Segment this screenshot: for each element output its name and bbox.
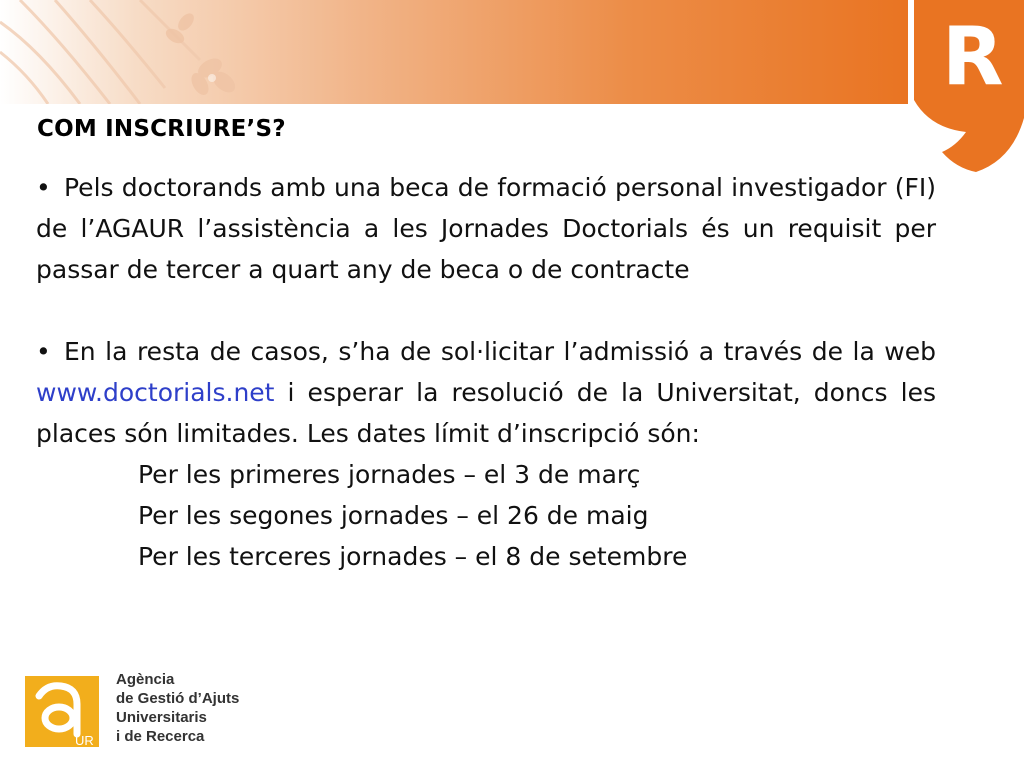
doctorials-link[interactable]: www.doctorials.net [36, 378, 275, 407]
agency-name-line: Universitaris [116, 709, 207, 726]
header-banner [0, 0, 908, 104]
bullet-text: Pels doctorands amb una beca de formació personal investigador (FI) de l’AGAUR l’assistència a les Jornades Doctorials és un requisit per passar de tercer a quart any de beca o de contracte [36, 173, 936, 284]
logo-letter: R [942, 10, 1004, 103]
slide-title: COM INSCRIURE’S? [37, 116, 286, 142]
bullet-text: En la resta de casos, s’ha de sol·licitar l’admissió a través de la web [64, 337, 936, 366]
bullet-item [36, 331, 936, 454]
deadline-line: Per les segones jornades – el 26 de maig [138, 501, 649, 530]
agency-name-line: de Gestió d’Ajuts [116, 690, 240, 707]
university-r-logo-icon [908, 0, 1024, 175]
deadline-line: Per les primeres jornades – el 3 de març [138, 460, 641, 489]
bullet-text-continued: i esperar la resolució de la Universitat, doncs les places són limitades. Les dates límit d’inscripció són: [36, 378, 936, 448]
agency-name [116, 670, 239, 746]
agaur-logo-text: UR [75, 733, 94, 747]
bullet-item [36, 167, 936, 290]
agency-name-line: i de Recerca [116, 728, 205, 745]
agaur-logo-icon [25, 676, 99, 747]
decorative-banner-icon [0, 0, 908, 104]
slide-body [36, 167, 936, 577]
bullet-marker: • [36, 337, 51, 366]
bullet-marker: • [36, 173, 51, 202]
deadline-line: Per les terceres jornades – el 8 de setembre [138, 542, 688, 571]
agency-name-line: Agència [116, 671, 175, 688]
